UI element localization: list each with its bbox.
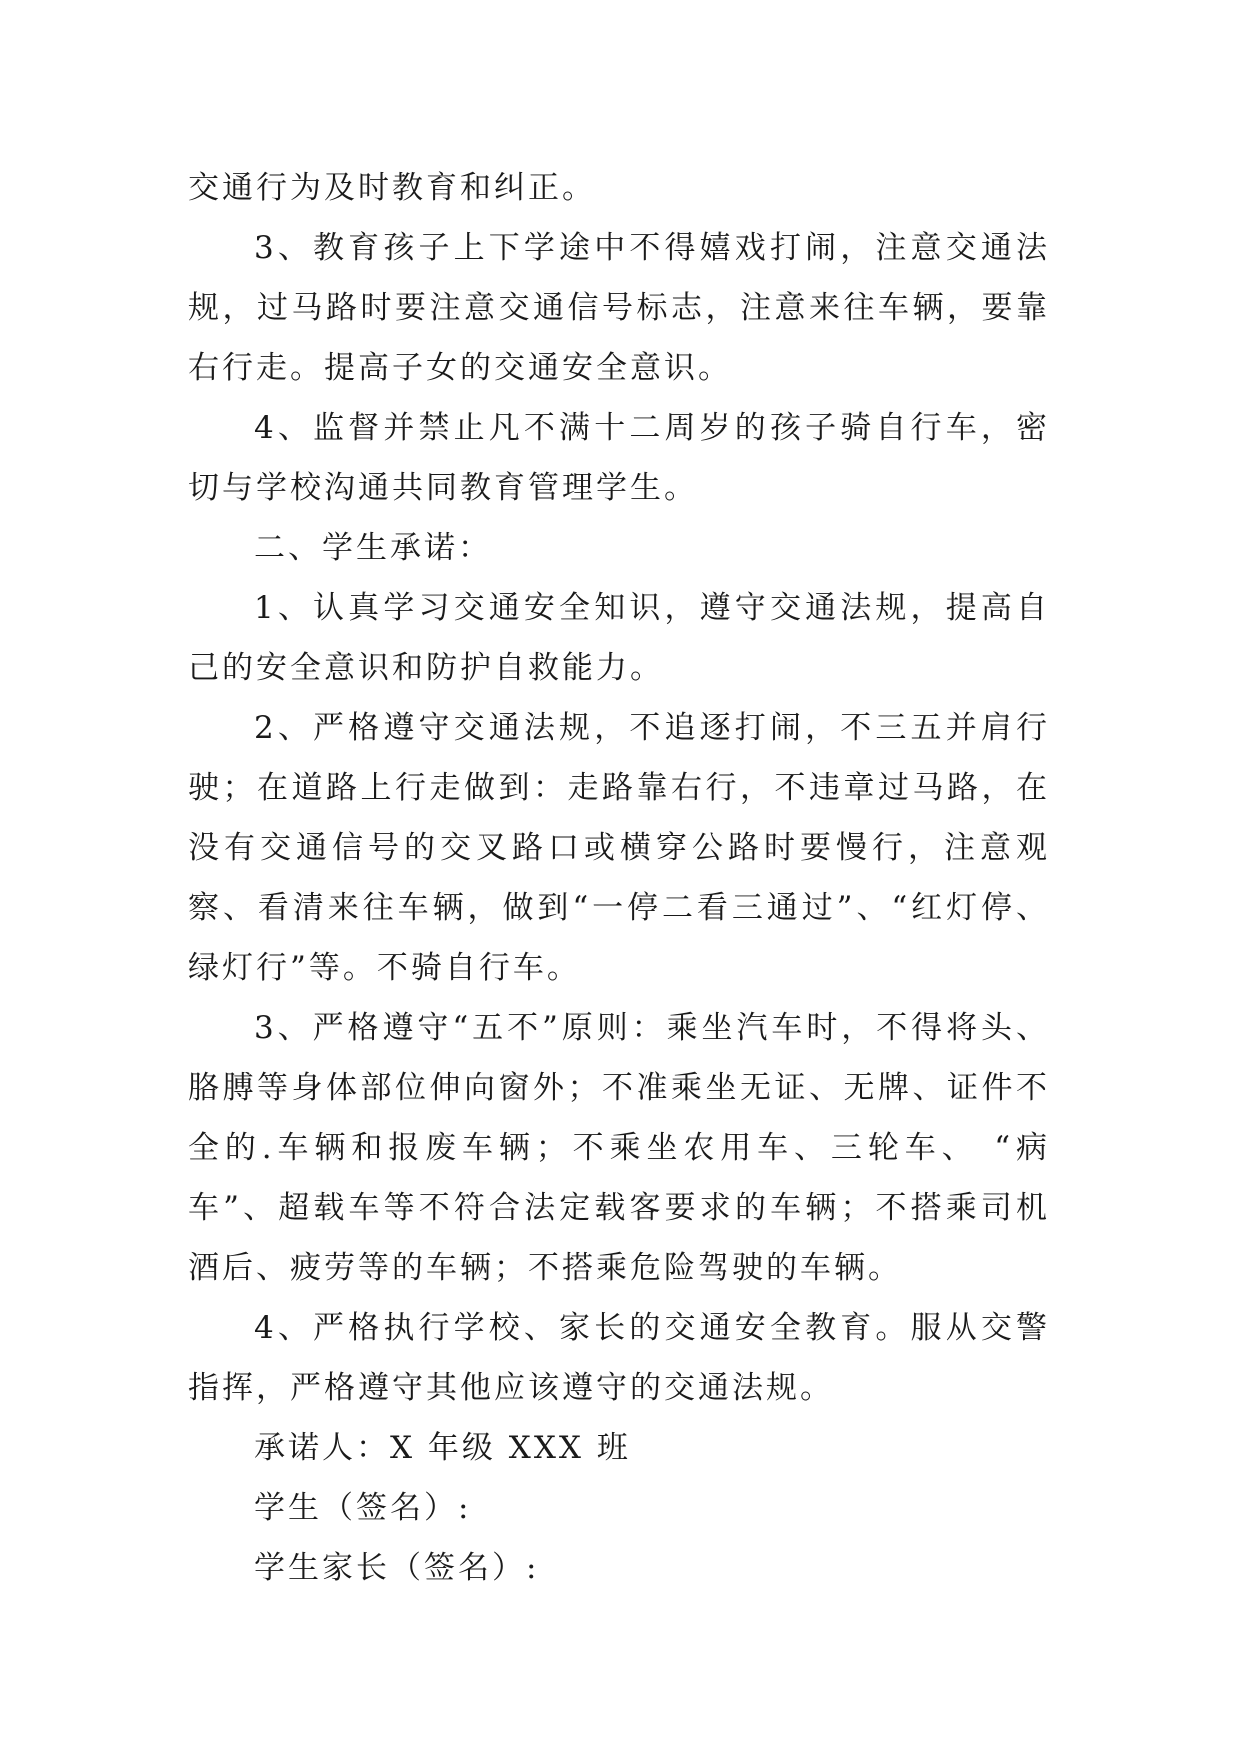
parent-signature-line: 学生家长（签名）: (254, 1550, 540, 1586)
paragraph-student-item-2: 2、严格遵守交通法规，不追逐打闹，不三五并肩行驶；在道路上行走做到：走路靠右行，不违章过马路，在没有交通信号的交叉路口或横穿公路时要慢行，注意观察、看清来往车辆，做到“一停二看三通过”、“红灯停、绿灯行”等。不骑自行车。 (188, 710, 1050, 986)
paragraph-continuation: 交通行为及时教育和纠正。 (188, 170, 596, 206)
paragraph-student-item-4: 4、严格执行学校、家长的交通安全教育。服从交警指挥，严格遵守其他应该遵守的交通法规。 (188, 1310, 1050, 1406)
paragraph-parent-item-3: 3、教育孩子上下学途中不得嬉戏打闹，注意交通法规，过马路时要注意交通信号标志，注意来往车辆，要靠右行走。提高子女的交通安全意识。 (188, 230, 1050, 386)
section-heading-student-pledge: 二、学生承诺： (254, 530, 492, 566)
pledger-line: 承诺人：X 年级 XXX 班 (254, 1430, 631, 1466)
paragraph-parent-item-4: 4、监督并禁止凡不满十二周岁的孩子骑自行车，密切与学校沟通共同教育管理学生。 (188, 410, 1050, 506)
document-page (188, 158, 1050, 1598)
paragraph-student-item-1: 1、认真学习交通安全知识，遵守交通法规，提高自己的安全意识和防护自救能力。 (188, 590, 1050, 686)
paragraph-student-item-3: 3、严格遵守“五不”原则：乘坐汽车时，不得将头、胳膊等身体部位伸向窗外；不准乘坐无证、无牌、证件不全的.车辆和报废车辆；不乘坐农用车、三轮车、 “病车”、超载车等不符合法定载客要求的车辆；不搭乘司机酒后、疲劳等的车辆；不搭乘危险驾驶的车辆。 (188, 1010, 1050, 1286)
student-signature-line: 学生（签名）: (254, 1490, 472, 1526)
